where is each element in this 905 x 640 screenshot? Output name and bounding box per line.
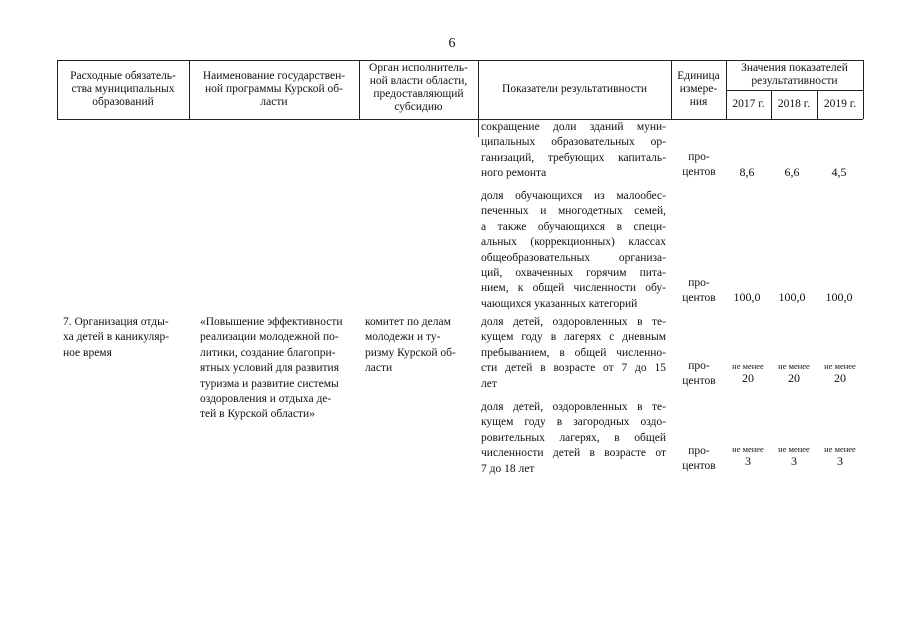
agency-name: комитет по делам молодежи и ту- ризму Курской об- ласти — [365, 316, 456, 375]
obligation-item-7: 7. Организация отды- ха детей в каникуляр- ное время — [63, 316, 170, 359]
value-row-4-2019: не менее 3 — [824, 444, 856, 468]
value-row-1-2019: 4,5 — [831, 165, 847, 179]
header-year-2017: 2017 г. — [732, 98, 765, 110]
unit-row-2: про- центов — [682, 277, 716, 304]
header-values-group: Значения показателей результативности — [741, 62, 848, 87]
value-row-1-2017: 8,6 — [739, 165, 755, 179]
value-row-4-2017: не менее 3 — [732, 444, 764, 468]
value-row-4-2018: не менее 3 — [778, 444, 810, 468]
indicator-row-3: доля детей, оздоровленных в те- кущем году в лагерях с дневным пребыванием, в общей численно- сти детей в возрасте от 7 до 15 лет — [481, 316, 666, 390]
value-row-1-2018: 6,6 — [784, 165, 800, 179]
value-row-2-2017: 100,0 — [733, 290, 761, 304]
indicator-row-1: сокращение доли зданий муни- ципальных образовательных ор- ганизаций, требующих капиталь- ного ремонта — [481, 121, 666, 180]
unit-row-1: про- центов — [682, 151, 716, 178]
header-unit: Единица измере- ния — [677, 70, 720, 108]
value-row-3-2017: не менее 20 — [732, 361, 764, 385]
header-obligations: Расходные обязатель- ства муниципальных образований — [70, 70, 176, 108]
indicator-row-2: доля обучающихся из малообес- печенных и многодетных семей, а также обучающихся в специ- альных (коррекционных) классах общеобразовательных организа- ций, охваченных горячим пита- нием, к общей численности обу- чающихся указанных категорий — [481, 190, 666, 310]
value-row-2-2018: 100,0 — [778, 290, 806, 304]
unit-row-3: про- центов — [682, 360, 716, 387]
header-year-2018: 2018 г. — [777, 98, 811, 110]
value-row-3-2018: не менее 20 — [778, 361, 810, 385]
header-indicators: Показатели результативности — [502, 83, 647, 95]
indicator-row-4: доля детей, оздоровленных в те- кущем году в загородных оздо- ровительных лагерях, в общей численности детей в возрасте от 7 до 18 лет — [481, 401, 666, 475]
program-name: «Повышение эффективности реализации молодежной по- литики, создание благопри- ятных условий для развития туризма и развитие системы оздоровления и отдыха де- тей в Курской области» — [200, 316, 343, 421]
header-year-2019: 2019 г. — [823, 98, 857, 110]
value-row-2-2019: 100,0 — [825, 290, 853, 304]
header-program: Наименование государствен- ной программы Курской об- ласти — [202, 70, 346, 108]
value-row-3-2019: не менее 20 — [824, 361, 856, 385]
page-number: 6 — [448, 36, 456, 51]
header-agency: Орган исполнитель- ной власти области, предоставляющий субсидию — [369, 62, 468, 113]
unit-row-4: про- центов — [682, 445, 716, 472]
